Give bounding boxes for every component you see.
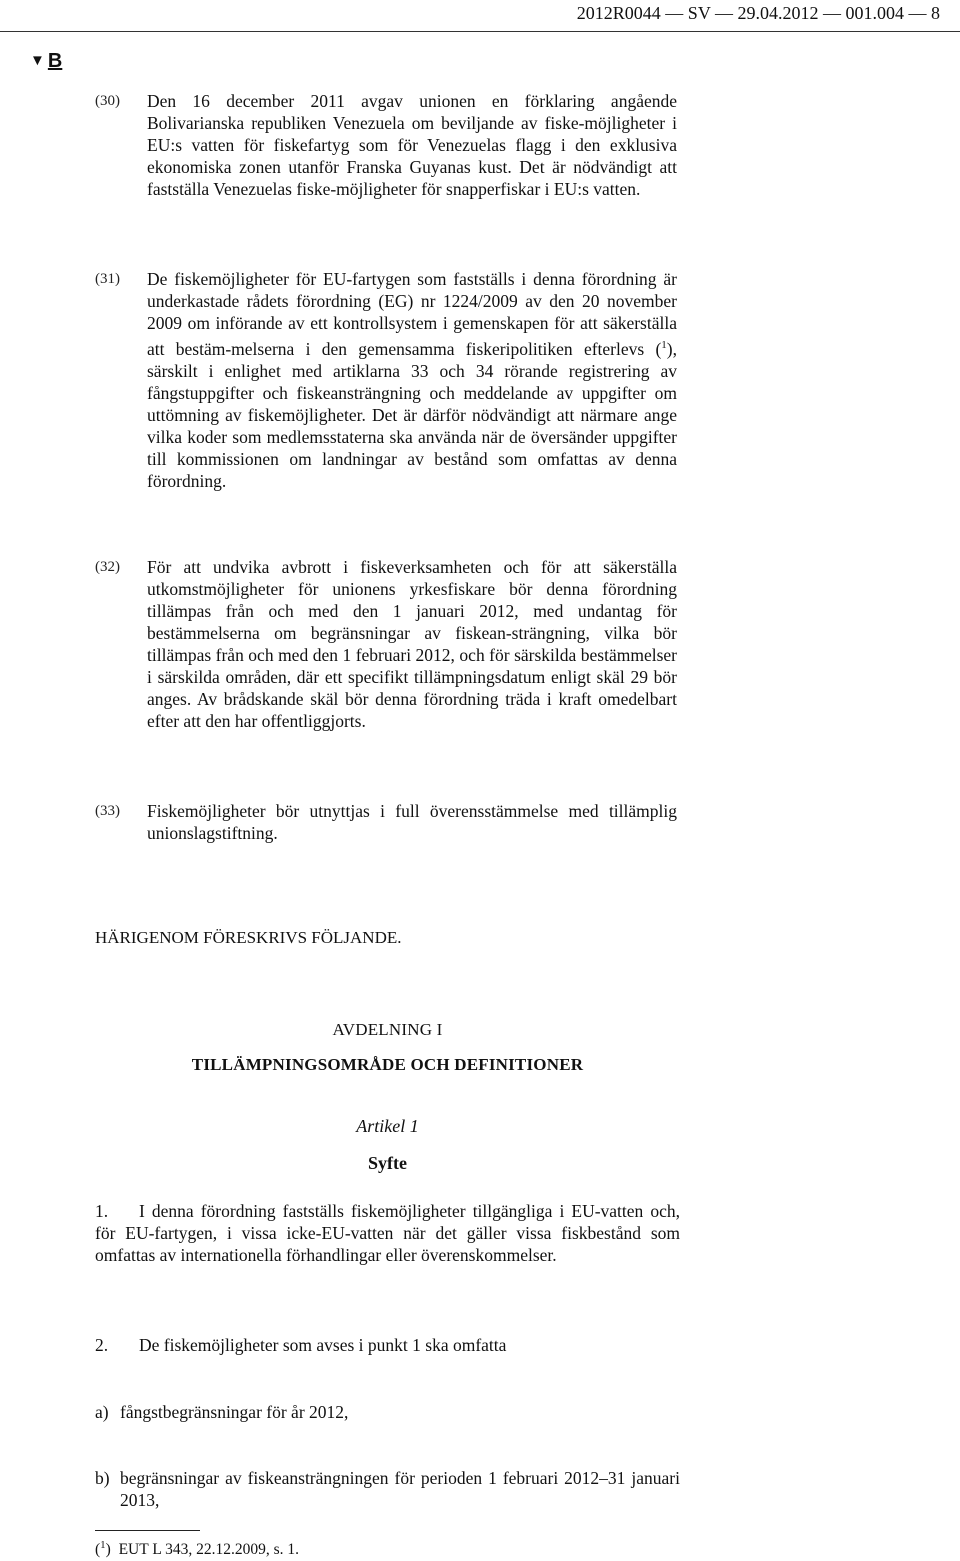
footnote-ref[interactable]: 1 xyxy=(661,339,667,351)
recital-number: (32) xyxy=(95,559,120,575)
list-item xyxy=(95,1401,680,1423)
recital-text: För att undvika avbrott i fiskeverksamheten och för att säkerställa utkomstmöjligheter för unionens yrkesfiskare bör denna förordning tillämpas från och med den 1 januari 2012, med undantag för bestämmelserna om begränsningar av fiskean-strängning, vilka bör tillämpas från och med den 1 februari 2012, och för särskilda bestämmelser i särskilda områden, där ett specifikt tillämpningsdatum enligt skäl 29 bör anges. Av brådskande skäl bör denna förordning träda i kraft omedelbart efter att den har offentliggjorts. xyxy=(147,557,677,731)
paragraph-text: I denna förordning fastställs fiskemöjligheter tillgängliga i EU-vatten och, för EU-fartygen, i vissa icke-EU-vatten när det gäller vissa fiskbestånd som omfattas av internationella förhandlingar eller överenskommelser. xyxy=(95,1201,680,1265)
header-text: 2012R0044 — SV — 29.04.2012 — 001.004 — 8 xyxy=(576,3,940,23)
marker-letter: B xyxy=(47,50,63,72)
article-label: Artikel 1 xyxy=(356,1116,419,1136)
triangle-down-icon: ▼ xyxy=(30,52,45,69)
header-rule xyxy=(0,31,960,32)
recital-32 xyxy=(95,556,885,732)
paragraph-number: 2. xyxy=(95,1335,109,1355)
list-item-label: a) xyxy=(95,1402,109,1422)
article-paragraph-2 xyxy=(95,1334,680,1356)
footnote-number: 1 xyxy=(100,1539,106,1551)
recital-33 xyxy=(95,800,885,844)
recital-text xyxy=(147,268,677,492)
list-item-label: b) xyxy=(95,1468,110,1488)
list-item-text: begränsningar av fiskeansträngningen för perioden 1 februari 2012–31 januari 2013, xyxy=(120,1468,680,1510)
section-label: AVDELNING I xyxy=(332,1020,443,1039)
footnote-rule xyxy=(95,1530,200,1531)
recital-text-part: De fiskemöjligheter för EU-fartygen som fastställs i denna förordning är underkastade rådets förordning (EG) nr 1224/2009 av den 20 november 2009 om införande av ett kontrollsystem i gemenskapen för att säkerställa att bestäm-melserna i den gemensamma fiskeripolitiken efterlevs ( xyxy=(147,269,677,359)
recital-text-part: ), särskilt i enlighet med artiklarna 33 och 34 rörande registrering av fångstuppgifter och fiskeansträngning och meddelande av uppgifter om uttömning av fiskemöjligheter. Det är därför nödvändigt att närmare ange vilka koder som medlemsstaterna ska använda när de översänder uppgifter till kommissionen om landningar av bestånd som omfattas av denna förordning. xyxy=(147,338,677,491)
recital-number: (31) xyxy=(95,271,120,287)
article-paragraph-1 xyxy=(95,1200,680,1266)
paragraph-text: De fiskemöjligheter som avses i punkt 1 ska omfatta xyxy=(139,1335,507,1355)
article-title: Syfte xyxy=(368,1153,407,1173)
recital-30 xyxy=(95,90,885,200)
footnote-text: EUT L 343, 22.12.2009, s. 1. xyxy=(118,1541,299,1559)
recital-number: (33) xyxy=(95,803,120,819)
section-title: TILLÄMPNINGSOMRÅDE OCH DEFINITIONER xyxy=(191,1055,584,1074)
paragraph-number: 1. xyxy=(95,1201,109,1221)
amendment-marker xyxy=(30,50,62,73)
running-header xyxy=(0,0,960,32)
footnote: ($^1$) EUT L 343, 22.12.2009, s. 1. xyxy=(95,1539,299,1559)
recital-31 xyxy=(95,268,885,492)
enacting-formula: HÄRIGENOM FÖRESKRIVS FÖLJANDE. xyxy=(95,928,402,947)
recital-number: (30) xyxy=(95,93,120,109)
list-item-text: fångstbegränsningar för år 2012, xyxy=(120,1402,349,1422)
recital-text: Den 16 december 2011 avgav unionen en förklaring angående Bolivarianska republiken Venezuela om beviljande av fiske-möjligheter i EU:s vatten för fiskefartyg som för Venezuelas flagg i den exklusiva ekonomiska zonen utanför Franska Guyanas kust. Det är nödvändigt att fastställa Venezuelas fiske-möjligheter för snapperfiskar i EU:s vatten. xyxy=(147,91,677,199)
recital-text: Fiskemöjligheter bör utnyttjas i full överensstämmelse med tillämplig unionslagstiftning. xyxy=(147,801,677,843)
list-item xyxy=(95,1467,680,1511)
